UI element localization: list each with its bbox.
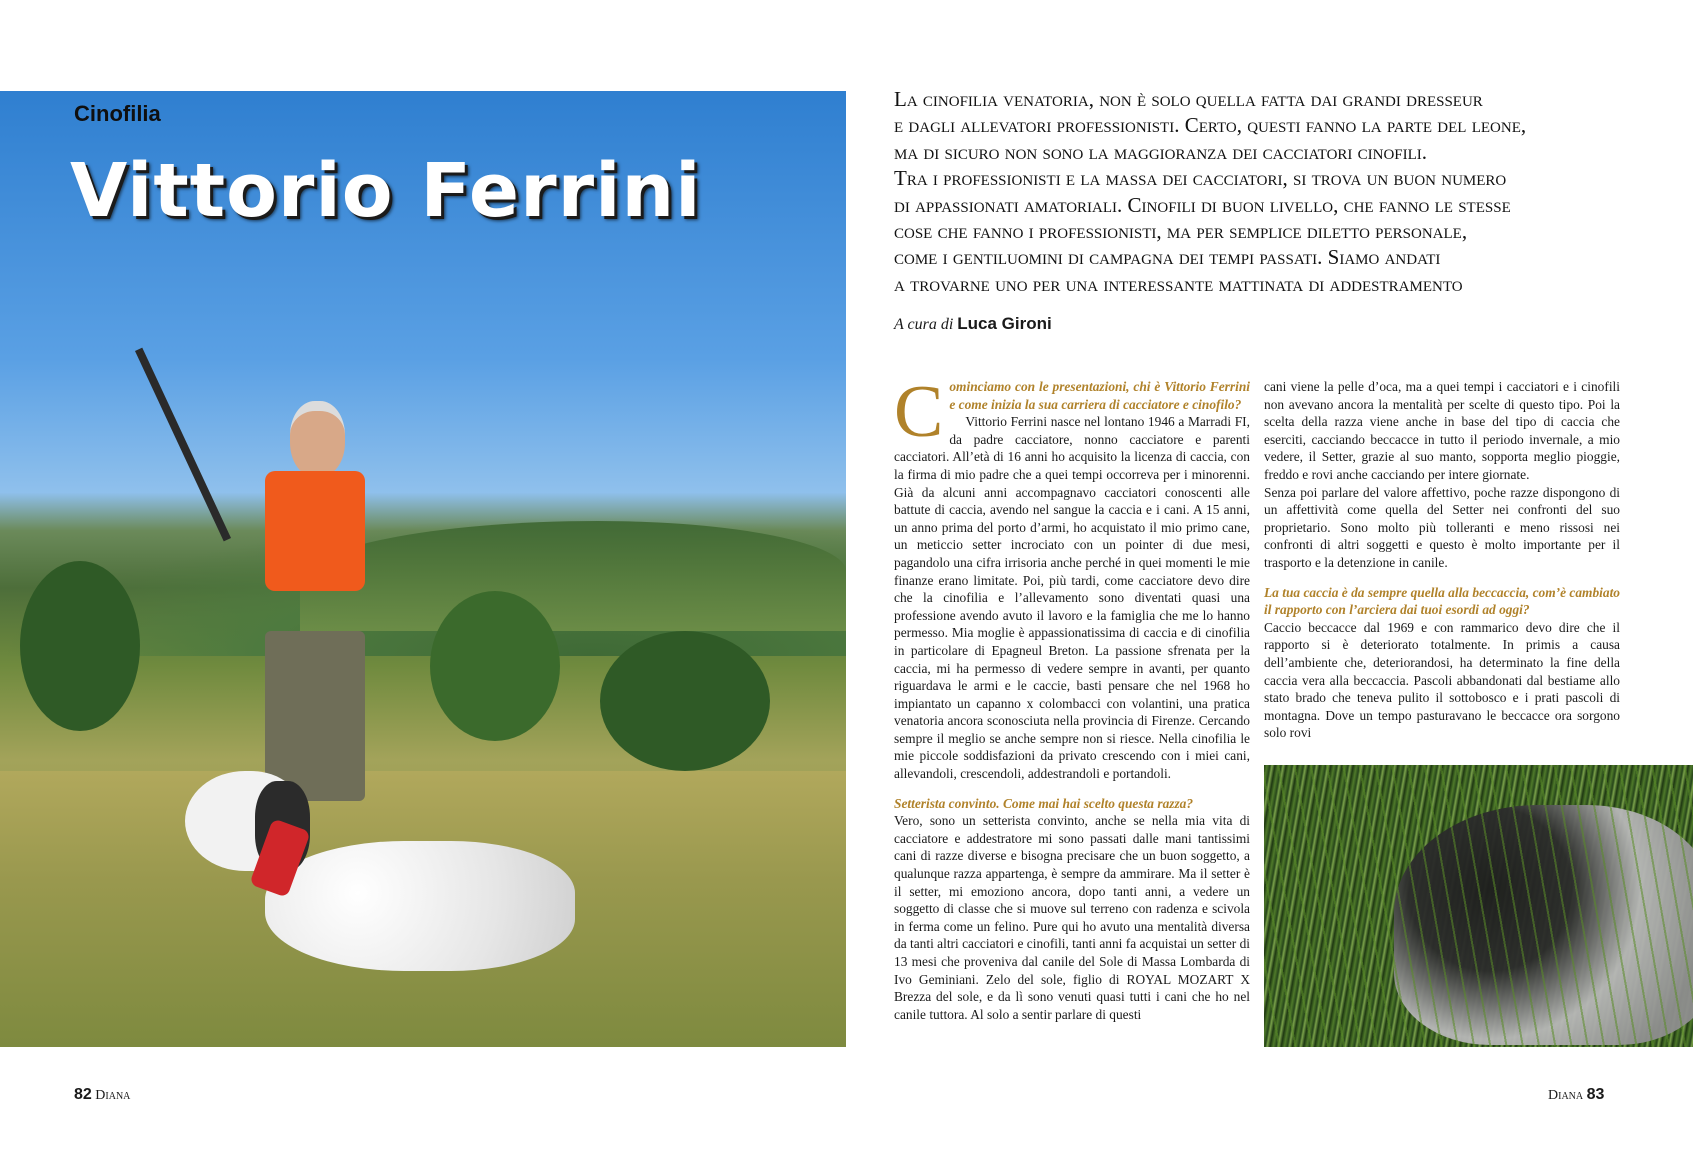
text-column-2: [1264, 378, 1620, 742]
intro-line: Tra i professionisti e la massa dei cacciatori, si trova un buon numero: [894, 166, 1507, 191]
photo-grass: [1264, 765, 1693, 1047]
interview-answer: cani viene la pelle d’oca, ma a quei tempi i cacciatori e i cinofili non avevano ancora la mentalità per scelte di questo tipo. Poi la scelta della razza viene anche in base del tipo di caccia che eserciti, cacciando beccacce in tutto il periodo invernale, a mio vedere, il Setter, grazie al suo manto, sopporta meglio pioggie, freddo e rovi anche cacciando per intere giornate.: [1264, 379, 1620, 482]
magazine-name: Diana: [1548, 1088, 1584, 1103]
hero-photo: [0, 91, 846, 1047]
intro-line: cose che fanno i professionisti, ma per semplice diletto personale,: [894, 219, 1468, 244]
article-intro: [894, 86, 1614, 297]
intro-line: e dagli allevatori professionisti. Certo, questi fanno la parte del leone,: [894, 113, 1527, 138]
byline-author: Luca Gironi: [957, 314, 1052, 333]
magazine-name: Diana: [95, 1088, 131, 1103]
interview-answer: Caccio beccacce dal 1969 e con rammarico devo dire che il rapporto si è deteriorato totalmente. In primis a causa dell’ambiente che, deteriorandosi, ha determinato la fine della caccia vera alla beccaccia. Pascoli abbandonati dal bestiame allo stato brado che teneva pulito il sottobosco e i prati pascoli di montagna. Dove un tempo pasturavano le beccacce ora sorgono solo rovi: [1264, 619, 1620, 741]
byline: [894, 314, 1052, 334]
photo-tree: [600, 631, 770, 771]
photo-tree: [430, 591, 560, 741]
photo-hunter: [245, 401, 395, 801]
intro-line: a trovarne uno per una interessante mattinata di addestramento: [894, 271, 1463, 296]
section-label: Cinofilia: [74, 101, 161, 126]
page-footer-left: [74, 1086, 130, 1104]
drop-cap: C: [894, 371, 944, 453]
page-number: 83: [1586, 1086, 1605, 1103]
text-column-1: [894, 371, 1250, 1023]
interview-answer: Senza poi parlare del valore affettivo, poche razze dispongono di un affettività come quella del Setter nei confronti del suo proprietario. Sono molto più tolleranti e meno rissosi nei confronti di altri soggetti e questo è molto importante per il trasporto e la detenzione in canile.: [1264, 484, 1620, 570]
article-title: Vittorio Ferrini: [70, 148, 702, 234]
photo-tree: [20, 561, 140, 731]
page-footer-right: [1548, 1086, 1604, 1104]
photo-shotgun: [135, 348, 231, 542]
dog-closeup-photo: [1264, 765, 1693, 1047]
photo-setter-dog: [175, 761, 595, 991]
interview-answer: Vero, sono un setterista convinto, anche se nella mia vita di cacciatore e addestratore mi sono passati dalle mani tantissimi cani di razze diverse e bisogna precisare che un buon soggetto, a qualunque razza appartenga, è sempre da ammirare. Ma il setter è il setter, mi emoziono ancora, dopo tanti anni, a vedere un soggetto di classe che si muove sul terreno con radenza e scivola in ferma come un felino. Pure qui ho avuto una mentalità diversa da tanti altri cacciatori e cinofili, tanti anni fa acquistai un setter di 13 mesi che proveniva dal canile del Sole di Massa Lombarda di Ivo Geminiani. Zelo del sole, figlio di ROYAL MOZART X Brezza del sole, e da lì sono venuti quasi tutti i cani che ho nel canile tuttora. Al solo a sentir parlare di questi: [894, 813, 1250, 1022]
intro-line: ma di sicuro non sono la maggioranza dei cacciatori cinofili.: [894, 139, 1428, 164]
interview-question: Setterista convinto. Come mai hai scelto questa razza?: [894, 795, 1194, 811]
byline-prefix: A cura di: [894, 316, 954, 333]
intro-line: come i gentiluomini di campagna dei tempi passati. Siamo andati: [894, 245, 1441, 270]
interview-answer: Vittorio Ferrini nasce nel lontano 1946 a Marradi FI, da padre cacciatore, nonno cacciatore e parenti cacciatori. All’età di 16 anni ho acquisito la licenza di caccia, con la firma di mio padre che a quei tempi occorreva per i minorenni. Già da alcuni anni accompagnavo cacciatori conoscenti alle battute di caccia, avendo nel sangue la caccia e i cani. A 15 anni, un anno prima del porto d’armi, ho acquistato il mio primo cane, un meticcio setter incrociato con un pointer di due mesi, pagandolo una cifra irrisoria anche perché in quei momenti le mie finanze erano limitate. Poi, più tardi, come cacciatore devo dire che la cinofilia e l’allevamento sono diventati quasi una professione avendo avuto il lavoro e la famiglia che me lo hanno permesso. Mia moglie è appassionatissima di caccia e di cinofilia in particolare di Epagneul Breton. La passione sfrenata per la caccia, mi ha permesso di vedere sempre in avanti, per quanto riguardava le armi e le caccie, basti pensare che nel 1968 ho impiantato un capanno x colombacci con volantini, una pratica venatoria ancora sconosciuta nella provincia di Firenze. Cercando sempre il meglio se anche sempre non si riesce. Nella cinofilia le mie piccole soddisfazioni da privato crescendo con i miei cani, allevandoli, crescendoli, addestrandoli e portandoli.: [894, 414, 1250, 782]
intro-line: di appassionati amatoriali. Cinofili di buon livello, che fanno le stesse: [894, 192, 1511, 217]
page-number: 82: [74, 1086, 92, 1103]
interview-question: La tua caccia è da sempre quella alla beccaccia, com’è cambiato il rapporto con l’arciera dai tuoi esordi ad oggi?: [1264, 584, 1620, 618]
intro-line: La cinofilia venatoria, non è solo quella fatta dai grandi dresseur: [894, 87, 1483, 111]
interview-question: ominciamo con le presentazioni, chi è Vittorio Ferrini e come inizia la sua carriera di cacciatore e cinofilo?: [949, 379, 1250, 412]
